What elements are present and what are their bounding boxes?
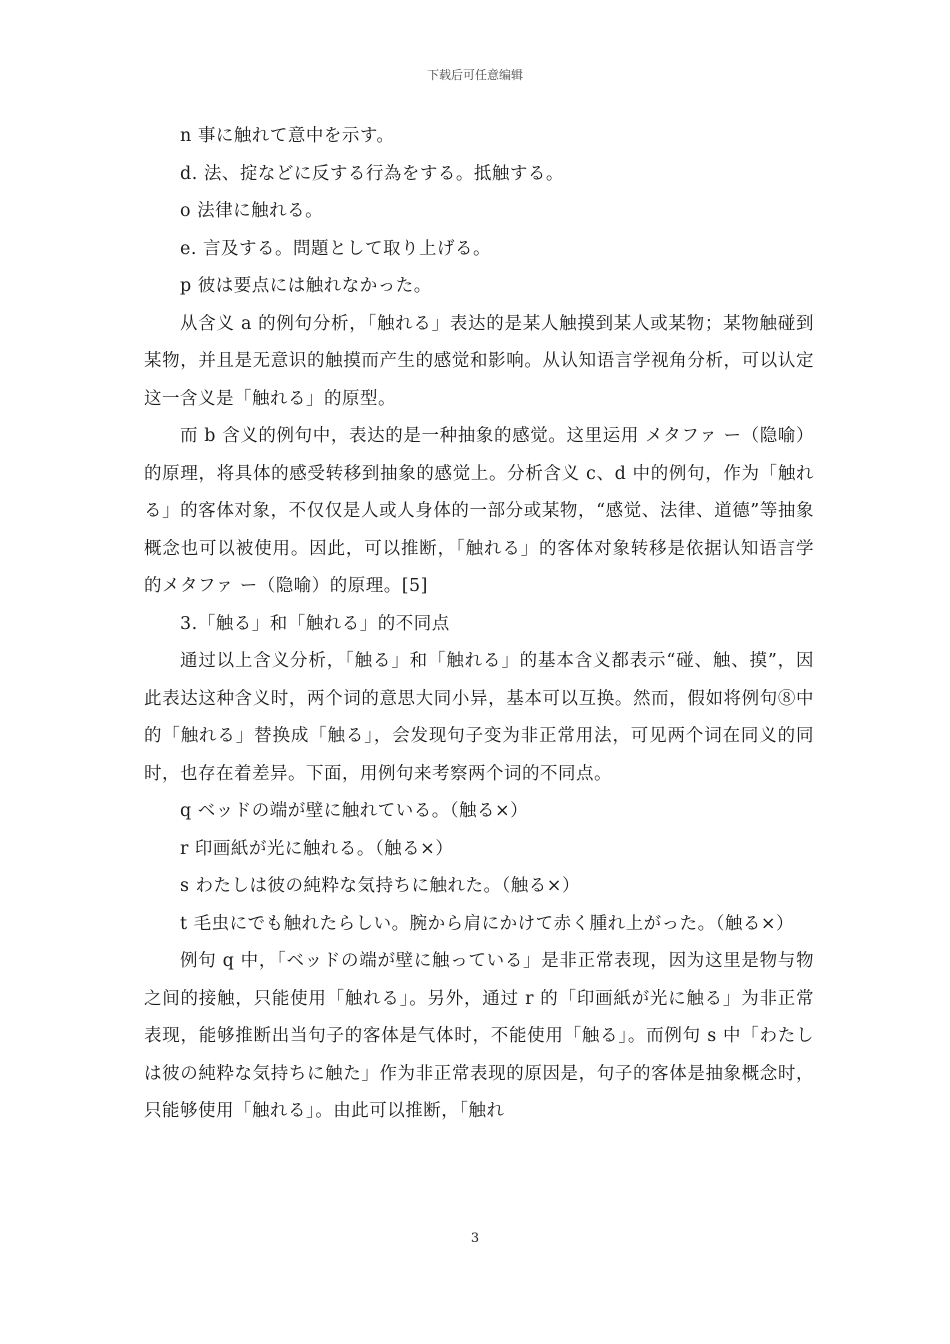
definition-item-e: e. 言及する。問題として取り上げる。 — [180, 238, 491, 259]
section-heading: 3.「触る」和「触れる」的不同点 — [180, 613, 450, 634]
page-number: 3 — [470, 1231, 480, 1246]
example-item-o: o 法律に触れる。 — [180, 201, 324, 221]
definition-item-d: d. 法、掟などに反する行為をする。抵触する。 — [180, 163, 564, 184]
page-header: 下载后可任意编辑 — [426, 68, 523, 82]
example-item-q: q ベッドの端が壁に触れている。（触る×） — [180, 801, 529, 821]
document-body — [144, 118, 814, 1131]
paragraph-comparison: 通过以上含义分析，「触る」和「触れる」的基本含义都表示“碰、触、摸”，因此表达这种含义时，两个词的意思大同小异，基本可以互换。然而，假如将例句⑧中的「触れる」替换成「触る」，会发现句子变为非正常用法，可见两个词在同义的同时，也存在着差异。下面，用例句来考察两个词的不同点。 — [144, 651, 814, 784]
example-item-s: s わたしは彼の純粋な気持ちに触れた。（触る×） — [180, 876, 580, 896]
example-item-p: p 彼は要点には触れなかった。 — [180, 276, 432, 296]
paragraph-analysis-a: 从含义 a 的例句分析，「触れる」表达的是某人触摸到某人或某物；某物触碰到某物，并且是无意识的触摸而产生的感觉和影响。从认知语言学视角分析，可以认定这一含义是「触れる」的原型。 — [144, 313, 814, 409]
example-item-n: n 事に触れて意中を示す。 — [180, 126, 395, 146]
paragraph-example-analysis: 例句 q 中，「ベッドの端が壁に触っている」是非正常表现，因为这里是物与物之间的接触，只能使用「触れる」。另外，通过 r 的「印画紙が光に触る」为非正常表现，能够推断出当句子的客体是气体时，不能使用「触る」。而例句 s 中「わたしは彼の純粋な気持ちに触た」作为非正常表现的原因是，句子的客体是抽象概念时，只能够使用「触れる」。由此可以推断，「触れ — [144, 951, 814, 1121]
example-item-t: t 毛虫にでも触れたらしい。腕から肩にかけて赤く腫れ上がった。（触る×） — [180, 913, 795, 934]
paragraph-analysis-b: 而 b 含义的例句中，表达的是一种抽象的感觉。这里运用 メタファ ー（隐喻）的原理，将具体的感受转移到抽象的感觉上。分析含义 c、d 中的例句，作为「触れる」的客体对象，不仅仅是人或人身体的一部分或某物，“感觉、法律、道德”等抽象概念也可以被使用。因此，可以推断，「触れる」的客体对象转移是依据认知语言学的メタファ ー（隐喻）的原理。[5] — [144, 426, 814, 596]
example-item-r: r 印画紙が光に触れる。（触る×） — [180, 838, 454, 859]
